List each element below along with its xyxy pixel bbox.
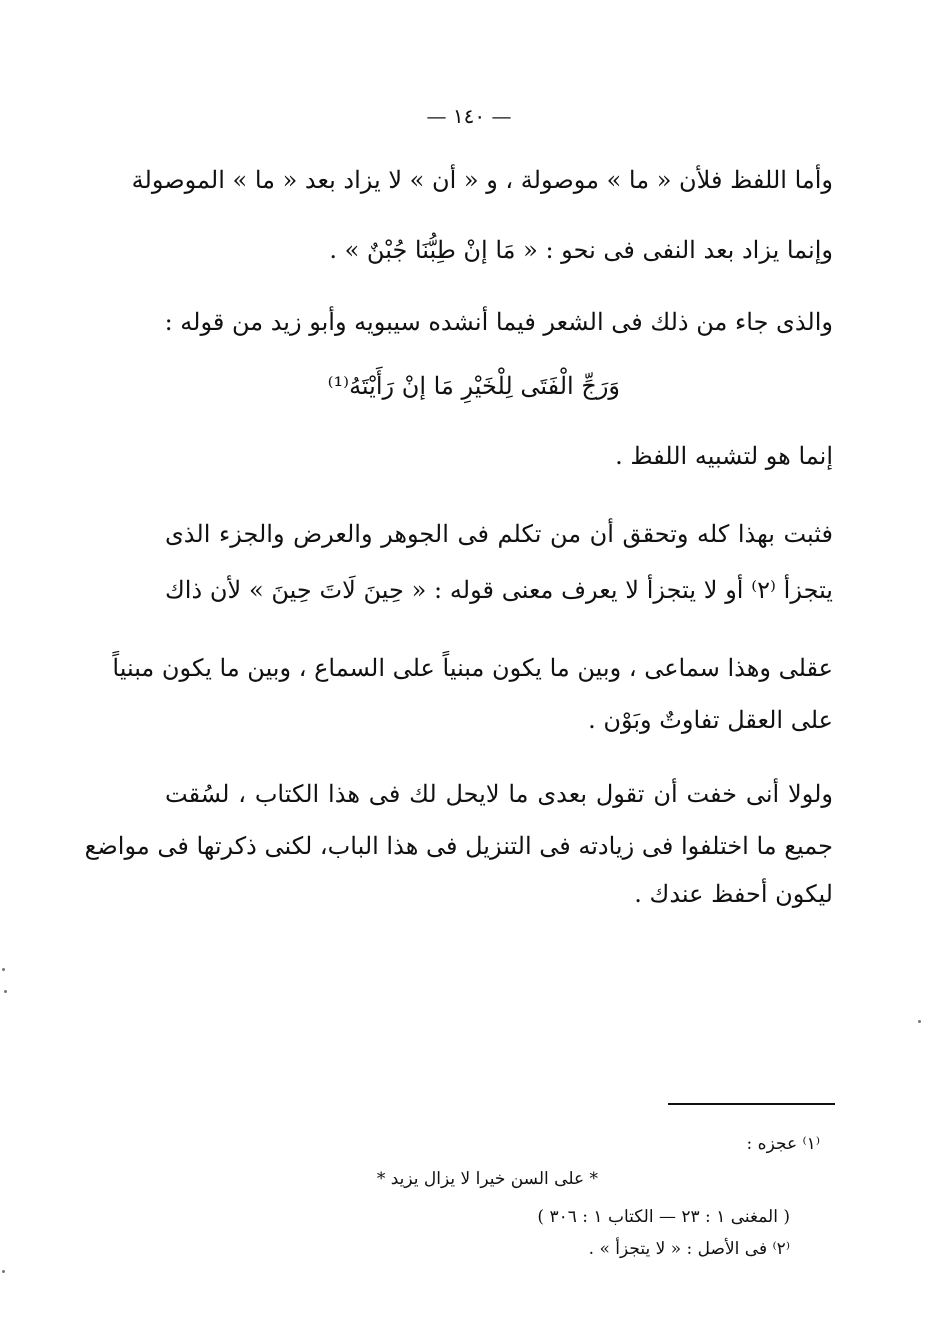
footnote-1-source: ( المغنى ١ : ٢٣ — الكتاب ١ : ٣٠٦ ) bbox=[537, 1207, 790, 1227]
body-line-3: والذى جاء من ذلك فى الشعر فيما أنشده سيبويه وأبو زيد من قوله : bbox=[164, 308, 833, 336]
body-line-10: جميع ما اختلفوا فى زيادته فى التنزيل فى هذا الباب، لكنى ذكرتها فى مواضع bbox=[84, 832, 833, 860]
body-line-8: على العقل تفاوتٌ وبَوْن . bbox=[588, 706, 833, 734]
footnote-divider bbox=[668, 1103, 835, 1105]
footnote-2: ⁽٢⁾ فى الأصل : « لا يتجزأ » . bbox=[588, 1239, 790, 1259]
scan-speck bbox=[2, 1270, 5, 1273]
body-line-4: إنما هو لتشبيه اللفظ . bbox=[615, 442, 833, 470]
footnote-1: ⁽١⁾ عجزه : bbox=[746, 1134, 820, 1154]
scan-speck bbox=[918, 1020, 921, 1023]
verse-line: وَرَجِّ الْفَتَى لِلْخَيْرِ مَا إنْ رَأَيْتَهُ⁽¹⁾ bbox=[327, 372, 620, 400]
footnote-1-verse: * على السن خيرا لا يزال يزيد * bbox=[376, 1169, 598, 1189]
body-line-1: وأما اللفظ فلأن « ما » موصولة ، و « أن » لا يزاد بعد « ما » الموصولة bbox=[131, 166, 833, 194]
body-line-11: ليكون أحفظ عندك . bbox=[634, 880, 833, 908]
body-line-9: ولولا أنى خفت أن تقول بعدى ما لايحل لك فى هذا الكتاب ، لسُقت bbox=[165, 780, 833, 808]
body-line-5: فثبت بهذا كله وتحقق أن من تكلم فى الجوهر والعرض والجزء الذى bbox=[165, 520, 833, 548]
body-line-6: يتجزأ ⁽٢⁾ أو لا يتجزأ لا يعرف معنى قوله : « حِينَ لَاتَ حِينَ » لأن ذاك bbox=[165, 576, 833, 604]
page-number: — ١٤٠ — bbox=[426, 104, 512, 128]
body-line-2: وإنما يزاد بعد النفى فى نحو : « مَا إنْ طِبُّنَا جُبْنٌ » . bbox=[329, 236, 833, 264]
body-line-7: عقلى وهذا سماعى ، وبين ما يكون مبنياً على السماع ، وبين ما يكون مبنياً bbox=[112, 654, 833, 682]
scan-speck bbox=[2, 968, 5, 971]
scan-speck bbox=[4, 990, 7, 993]
